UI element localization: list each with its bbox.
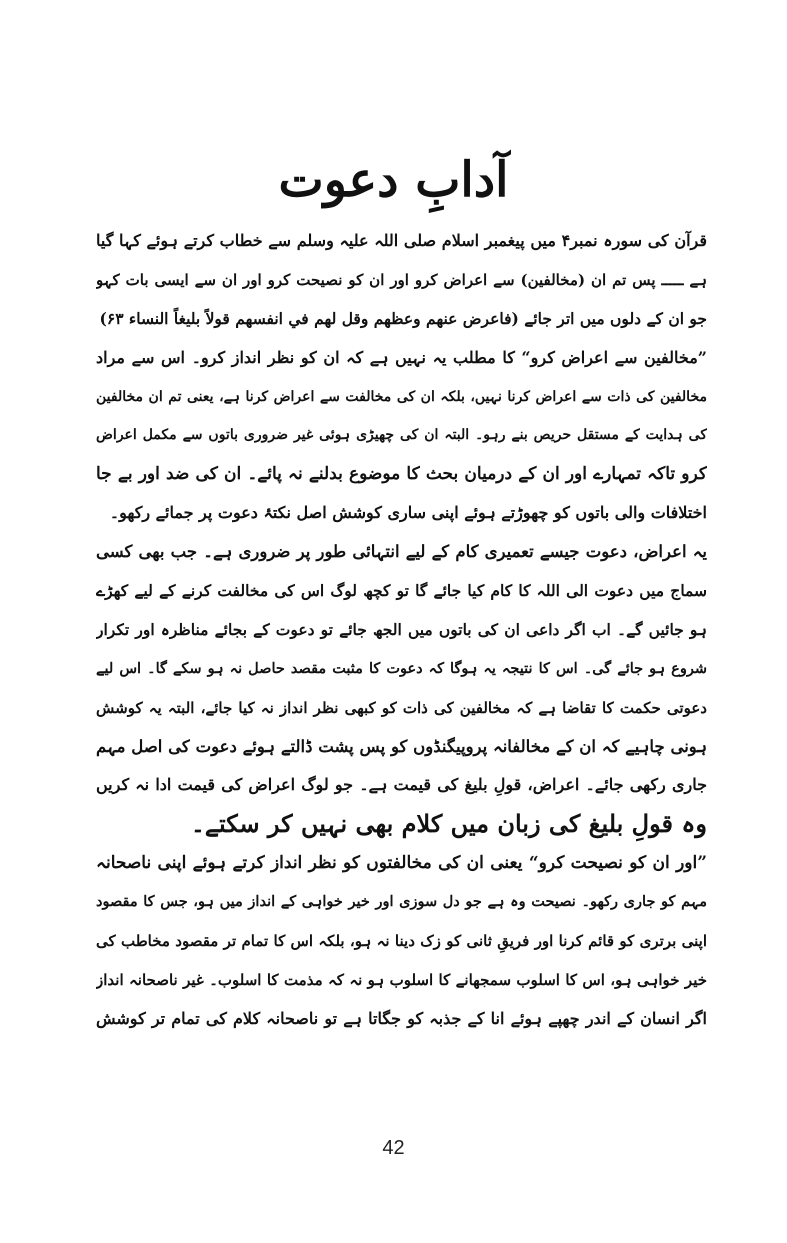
text-line: ”مخالفین سے اعراض کرو“ کا مطلب یہ نہیں ہے کہ ان کو نظر انداز کرو۔ اس سے مراد: [96, 347, 707, 367]
text-line: قرآن کی سورہ نمبر۴ میں پیغمبر اسلام صلی اللہ علیہ وسلم سے خطاب کرتے ہوئے کہا گیا: [96, 231, 707, 250]
text-line: دعوتی حکمت کا تقاضا ہے کہ مخالفین کی ذات کو کبھی نظر انداز نہ کیا جائے، البتہ یہ کوشش: [96, 698, 707, 717]
text-line: مہم کو جاری رکھو۔ نصیحت وہ ہے جو دل سوزی اور خیر خواہی کے انداز میں ہو، جس کا مقصود: [96, 893, 707, 911]
text-line: ہونی چاہیے کہ ان کے مخالفانہ پروپیگنڈوں کو پس پشت ڈالتے ہوئے دعوت کی اصل مہم: [96, 736, 707, 756]
text-line: اختلافات والی باتوں کو چھوڑتے ہوئے اپنی ساری کوشش اصل نکتۂ دعوت پر جمائے رکھو۔: [109, 503, 707, 523]
page-title: آدابِ دعوت: [278, 152, 509, 208]
verse-reference-line: جو ان کے دلوں میں اتر جائے (فاعرض عنهم وعظهم وقل لهم في انفسهم قولاً بليغاً النساء ۶۳): [99, 308, 707, 328]
text-line: جاری رکھی جائے۔ اعراض، قولِ بلیغ کی قیمت ہے۔ جو لوگ اعراض کی قیمت ادا نہ کریں: [96, 775, 707, 795]
paragraph-advice: [96, 844, 707, 1038]
text-line: یہ اعراض، دعوت جیسے تعمیری کام کے لیے انتہائی طور پر ضروری ہے۔ جب بھی کسی: [96, 542, 707, 562]
paragraph-avoid-opponents: [96, 339, 707, 533]
text-line: مخالفین کی ذات سے اعراض کرنا نہیں، بلکہ ان کی مخالفت سے اعراض کرنا ہے، یعنی تم ان مخالفین: [96, 388, 707, 405]
page-number: 42: [382, 1137, 405, 1159]
text-line: سماج میں دعوت الی اللہ کا کام کیا جائے گا تو کچھ لوگ اس کی مخالفت کرنے کے لیے کھڑے: [96, 581, 707, 601]
text-line: وہ قولِ بلیغ کی زبان میں کلام بھی نہیں کر سکتے۔: [190, 809, 707, 839]
text-line: کرو تاکہ تمہارے اور ان کے درمیان بحث کا موضوع بدلنے نہ پائے۔ ان کی ضد اور بے جا: [96, 464, 707, 485]
text-line: خیر خواہی ہو، اس کا اسلوب سمجھانے کا اسلوب ہو نہ کہ مذمت کا اسلوب۔ غیر ناصحانہ انداز: [96, 970, 707, 989]
text-line: شروع ہو جائے گی۔ اس کا نتیجہ یہ ہوگا کہ دعوت کا مثبت مقصد حاصل نہ ہو سکے گا۔ اس لیے: [96, 659, 707, 677]
body-text: [96, 222, 707, 1039]
text-line: ”اور ان کو نصیحت کرو“ یعنی ان کی مخالفتوں کو نظر انداز کرتے ہوئے اپنی ناصحانہ: [96, 853, 707, 874]
text-line: اپنی برتری کو قائم کرنا اور فریقِ ثانی کو زک دینا نہ ہو، بلکہ اس کا تمام تر مقصود مخاطب کی: [96, 932, 707, 951]
text-line: اگر انسان کے اندر چھپے ہوئے انا کے جذبہ کو جگاتا ہے تو ناصحانہ کلام کی تمام تر کوشش: [96, 1008, 707, 1028]
paragraph-necessity-of-avoidance: [96, 533, 707, 844]
text-line: کی ہدایت کے مستقل حریص بنے رہو۔ البتہ ان کی چھیڑی ہوئی غیر ضروری باتوں سے مکمل اعراض: [96, 427, 707, 444]
text-line: ہو جائیں گے۔ اب اگر داعی ان کی باتوں میں الجھ جائے تو دعوت کے بجائے مناظرہ اور تکرار: [96, 619, 707, 639]
text-line: ہے ـــــ پس تم ان (مخالفین) سے اعراض کرو اور ان کو نصیحت کرو اور ان سے ایسی بات کہو: [96, 270, 707, 289]
paragraph-quran-verse: [96, 222, 707, 339]
